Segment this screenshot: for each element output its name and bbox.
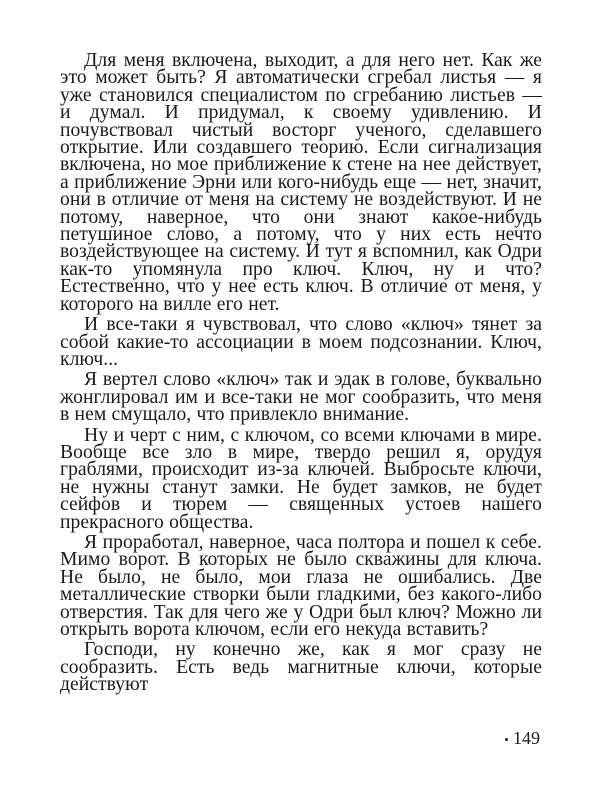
page-number: 149 — [505, 729, 540, 747]
paragraph-2: И все-таки я чувствовал, что слово «ключ» тянет за собой какие-то ассоциации в моем подсознании. Ключ, ключ... — [60, 314, 542, 370]
paragraph-3: Я вертел слово «ключ» так и эдак в голове, буквально жонглировал им и все-таки не мог сообразить, что меня в нем смущало, что привлекло внимание. — [60, 369, 542, 426]
page-text — [60, 52, 542, 694]
paragraph-6: Господи, ну конечно же, как я мог сразу не сообразить. Есть ведь магнитные ключи, которые действуют — [60, 639, 542, 696]
paragraph-4: Ну и черт с ним, с ключом, со всеми ключами в мире. Вообще все зло в мире, твердо решил я, орудуя граблями, происходит из-за ключей. Выбросьте ключи, не нужны станут замки. Не будет замков, не будет сейфов и тюрем — священных устоев нашего прекрасного общества. — [60, 424, 542, 533]
paragraph-1: Для меня включена, выходит, а для него нет. Как же это может быть? Я автоматически сгребал листья — я уже становился специалистом по сгребанию листьев — и думал. И придумал, к своему удивлению. И почувствовал чистый восторг ученого, сделавшего открытие. Или создавшего теорию. Если сигнализация включена, но мое приближение к стене на нее действует, а приближение Эрни или кого-нибудь еще — нет, значит, они в отличие от меня на систему не воздействуют. И не потому, наверное, что они знают какое-нибудь петушиное слово, а потому, что у них есть нечто воздействующее на систему. И тут я вспомнил, как Одри как-то упомянула про ключ. Ключ, ну и что? Естественно, что у нее есть ключ. В отличие от меня, у которого на вилле его нет. — [60, 50, 542, 315]
paragraph-5: Я проработал, наверное, часа полтора и пошел к себе. Мимо ворот. В которых не было скважины для ключа. Не было, не было, мои глаза не ошибались. Две металлические створки были гладкими, без какого-либо отверстия. Так для чего же у Одри был ключ? Можно ли открыть ворота ключом, если его некуда вставить? — [60, 531, 542, 640]
